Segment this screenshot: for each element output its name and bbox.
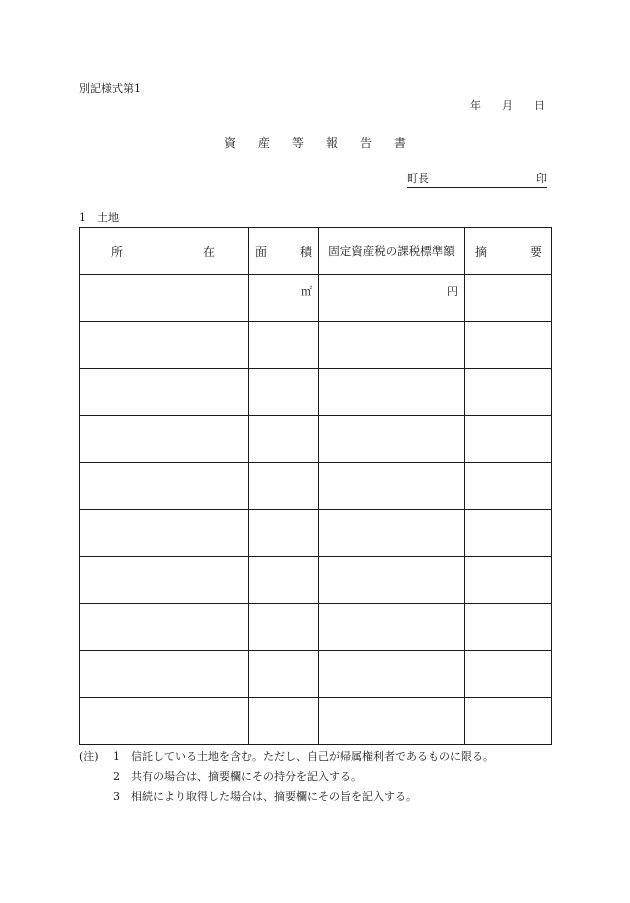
note-text: 信託している土地を含む。ただし、自己が帰属権利者であるものに限る。	[131, 750, 494, 763]
tax-base-cell[interactable]	[319, 463, 465, 510]
area-cell[interactable]	[249, 322, 319, 369]
tax-base-cell[interactable]	[319, 557, 465, 604]
tax-base-cell[interactable]	[319, 322, 465, 369]
remarks-cell[interactable]	[465, 510, 552, 557]
tax-base-cell[interactable]	[319, 651, 465, 698]
remarks-cell[interactable]	[465, 322, 552, 369]
note-item	[79, 770, 494, 790]
note-text: 相続により取得した場合は、摘要欄にその旨を記入する。	[131, 790, 417, 803]
date-month-label: 月	[502, 99, 513, 112]
header-location-char: 在	[202, 244, 215, 259]
table-row	[80, 416, 552, 463]
table-row	[80, 510, 552, 557]
section-title: 1 土地	[79, 211, 119, 224]
table-row	[80, 604, 552, 651]
notes	[79, 750, 494, 810]
note-prefix: (注)	[79, 750, 99, 763]
date-day-label: 日	[534, 99, 545, 112]
location-cell[interactable]	[80, 369, 249, 416]
remarks-cell[interactable]	[465, 416, 552, 463]
title-char: 告	[360, 136, 373, 150]
table-row	[80, 322, 552, 369]
tax-base-cell[interactable]	[319, 416, 465, 463]
note-item	[79, 790, 494, 810]
area-cell[interactable]	[249, 416, 319, 463]
title-char: 報	[326, 136, 339, 150]
remarks-cell[interactable]	[465, 463, 552, 510]
tax-base-cell[interactable]	[319, 604, 465, 651]
remarks-cell[interactable]	[465, 275, 552, 322]
table-header-row	[80, 228, 552, 275]
location-cell[interactable]	[80, 510, 249, 557]
document-title	[0, 136, 630, 151]
location-cell[interactable]	[80, 463, 249, 510]
seal-mark: 印	[536, 172, 547, 185]
header-tax-base	[319, 228, 465, 275]
header-area-char: 積	[299, 244, 312, 259]
table-row	[80, 369, 552, 416]
header-area-char: 面	[255, 244, 268, 259]
location-cell[interactable]	[80, 604, 249, 651]
remarks-cell[interactable]	[465, 369, 552, 416]
header-area	[249, 228, 319, 275]
header-location	[80, 228, 249, 275]
remarks-cell[interactable]	[465, 604, 552, 651]
header-tax-base-label: 固定資産税の課税標準額	[328, 244, 455, 258]
location-cell[interactable]	[80, 698, 249, 745]
area-cell[interactable]	[249, 698, 319, 745]
location-cell[interactable]	[80, 275, 249, 322]
header-remarks-char: 要	[529, 244, 542, 259]
date-year-label: 年	[470, 99, 481, 112]
title-char: 産	[257, 136, 270, 150]
title-char: 資	[223, 136, 236, 150]
note-number: 2	[113, 770, 120, 783]
note-number: 1	[113, 750, 120, 763]
area-cell[interactable]	[249, 369, 319, 416]
table-row	[80, 557, 552, 604]
amount-unit: 円	[447, 285, 458, 298]
note-item	[79, 750, 494, 770]
remarks-cell[interactable]	[465, 698, 552, 745]
area-unit: ㎡	[301, 285, 312, 298]
mayor-label: 町長	[407, 172, 429, 185]
table-row	[80, 651, 552, 698]
remarks-cell[interactable]	[465, 557, 552, 604]
table-row	[80, 463, 552, 510]
land-table	[79, 227, 552, 745]
tax-base-cell[interactable]	[319, 510, 465, 557]
remarks-cell[interactable]	[465, 651, 552, 698]
note-number: 3	[113, 790, 120, 803]
date-line	[449, 99, 545, 113]
tax-base-cell[interactable]	[319, 698, 465, 745]
header-remarks-char: 摘	[475, 244, 488, 259]
area-cell[interactable]	[249, 651, 319, 698]
header-remarks	[465, 228, 552, 275]
location-cell[interactable]	[80, 651, 249, 698]
tax-base-cell[interactable]	[319, 369, 465, 416]
title-char: 等	[291, 136, 304, 150]
form-number: 別記様式第1	[79, 82, 141, 95]
location-cell[interactable]	[80, 557, 249, 604]
area-cell[interactable]	[249, 604, 319, 651]
note-text: 共有の場合は、摘要欄にその持分を記入する。	[131, 770, 362, 783]
area-cell[interactable]	[249, 463, 319, 510]
header-location-char: 所	[111, 244, 124, 259]
table-row	[80, 698, 552, 745]
table-row	[80, 275, 552, 322]
area-cell[interactable]	[249, 557, 319, 604]
area-cell[interactable]	[249, 510, 319, 557]
signature-line	[407, 172, 547, 188]
location-cell[interactable]	[80, 322, 249, 369]
title-char: 書	[394, 136, 407, 150]
area-cell[interactable]	[249, 275, 319, 322]
tax-base-cell[interactable]	[319, 275, 465, 322]
location-cell[interactable]	[80, 416, 249, 463]
